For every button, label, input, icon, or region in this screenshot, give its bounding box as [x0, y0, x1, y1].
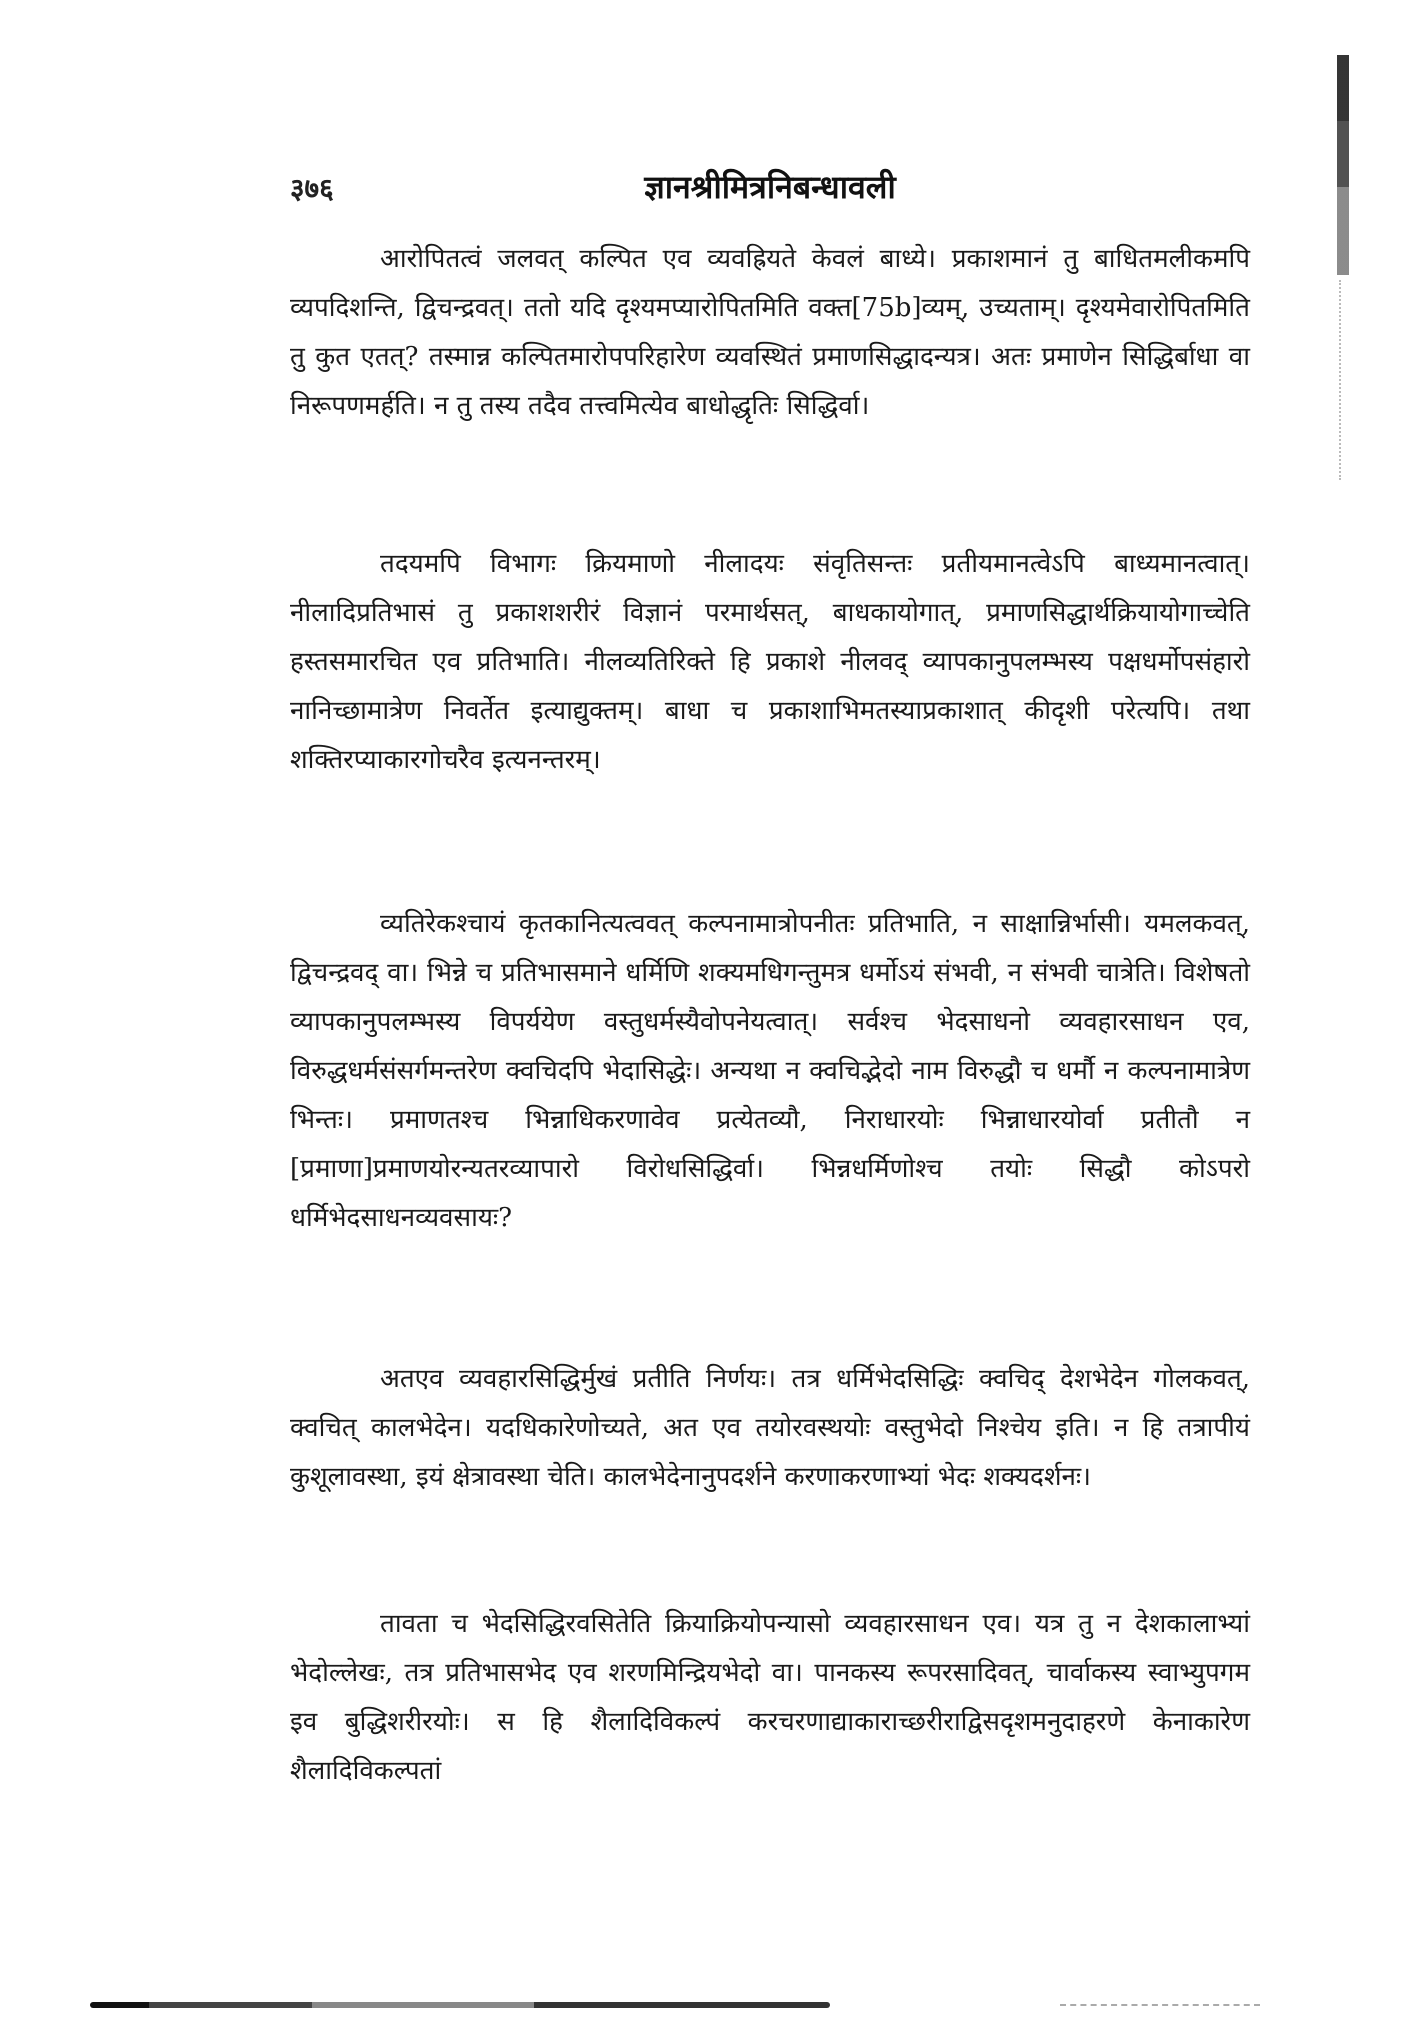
scan-spine-shadow: [1337, 55, 1349, 275]
paragraph-3: [290, 900, 1250, 1243]
paragraph-4: [290, 1355, 1250, 1502]
paragraph-1: [290, 235, 1250, 431]
paragraph-text: आरोपितत्वं जलवत् कल्पित एव व्यवह्रियते केवलं बाध्ये। प्रकाशमानं तु बाधितमलीकमपि व्यपदिशन्ति, द्विचन्द्रवत्। ततो यदि दृश्यमप्यारोपितमिति वक्त[75b]व्यम्, उच्यताम्। दृश्यमेवारोपितमिति तु कुत एतत्? तस्मान्न कल्पितमारोपपरिहारेण व्यवस्थितं प्रमाणसिद्धादन्यत्र। अतः प्रमाणेन सिद्धिर्बाधा वा निरूपणमर्हति। न तु तस्य तदैव तत्त्वमित्येव बाधोद्धृतिः सिद्धिर्वा।: [290, 244, 1250, 421]
paragraph-text: व्यतिरेकश्चायं कृतकानित्यत्ववत् कल्पनामात्रोपनीतः प्रतिभाति, न साक्षान्निर्भासी। यमलकवत्, द्विचन्द्रवद् वा। भिन्ने च प्रतिभासमाने धर्मिणि शक्यमधिगन्तुमत्र धर्मोऽयं संभवी, न संभवी चात्रेति। विशेषतो व्यापकानुपलम्भस्य विपर्ययेण वस्तुधर्मस्यैवोपनेयत्वात्। सर्वश्च भेदसाधनो व्यवहारसाधन एव, विरुद्धधर्मसंसर्गमन्तरेण क्वचिदपि भेदासिद्धेः। अन्यथा न क्वचिद्भेदो नाम विरुद्धौ च धर्मौ न कल्पनामात्रेण भिन्तः। प्रमाणतश्च भिन्नाधिकरणावेव प्रत्येतव्यौ, निराधारयोः भिन्नाधारयोर्वा प्रतीतौ न [प्रमाणा]प्रमाणयोरन्यतरव्यापारो विरोधसिद्धिर्वा। भिन्नधर्मिणोश्च तयोः सिद्धौ कोऽपरो धर्मिभेदसाधनव्यवसायः?: [290, 909, 1250, 1233]
page-number: ३७६: [290, 172, 334, 205]
running-title: ज्ञानश्रीमित्रनिबन्धावली: [644, 168, 896, 206]
paragraph-2: [290, 540, 1250, 785]
paragraph-text: अतएव व्यवहारसिद्धिर्मुखं प्रतीति निर्णयः। तत्र धर्मिभेदसिद्धिः क्वचिद् देशभेदेन गोलकवत्, क्वचित् कालभेदेन। यदधिकारेणोच्यते, अत एव तयोरवस्थयोः वस्तुभेदो निश्चेय इति। न हि तत्रापीयं कुशूलावस्था, इयं क्षेत्रावस्था चेति। कालभेदेनानुपदर्शने करणाकरणाभ्यां भेदः शक्यदर्शनः।: [290, 1364, 1250, 1492]
scan-margin-dots: [1339, 280, 1344, 480]
scan-edge-rule: [90, 2002, 830, 2008]
scan-edge-rule-dashed: [1060, 2004, 1260, 2008]
paragraph-text: तावता च भेदसिद्धिरवसितेति क्रियाक्रियोपन्यासो व्यवहारसाधन एव। यत्र तु न देशकालाभ्यां भेदोल्लेखः, तत्र प्रतिभासभेद एव शरणमिन्द्रियभेदो वा। पानकस्य रूपरसादिवत्, चार्वाकस्य स्वाभ्युपगम इव बुद्धिशरीरयोः। स हि शैलादिविकल्पं करचरणाद्याकाराच्छरीराद्विसदृशमनुदाहरणे केनाकारेण शैलादिविकल्पतां: [290, 1609, 1250, 1786]
paragraph-text: तदयमपि विभागः क्रियमाणो नीलादयः संवृतिसन्तः प्रतीयमानत्वेऽपि बाध्यमानत्वात्। नीलादिप्रतिभासं तु प्रकाशशरीरं विज्ञानं परमार्थसत्, बाधकायोगात्, प्रमाणसिद्धार्थक्रियायोगाच्चेति हस्तसमारचित एव प्रतिभाति। नीलव्यतिरिक्ते हि प्रकाशे नीलवद् व्यापकानुपलम्भस्य पक्षधर्मोपसंहारो नानिच्छामात्रेण निवर्तेत इत्याद्युक्तम्। बाधा च प्रकाशाभिमतस्याप्रकाशात् कीदृशी परेत्यपि। तथा शक्तिरप्याकारगोचरैव इत्यनन्तरम्।: [290, 549, 1250, 775]
paragraph-5: [290, 1600, 1250, 1796]
page-header: [290, 165, 1250, 215]
